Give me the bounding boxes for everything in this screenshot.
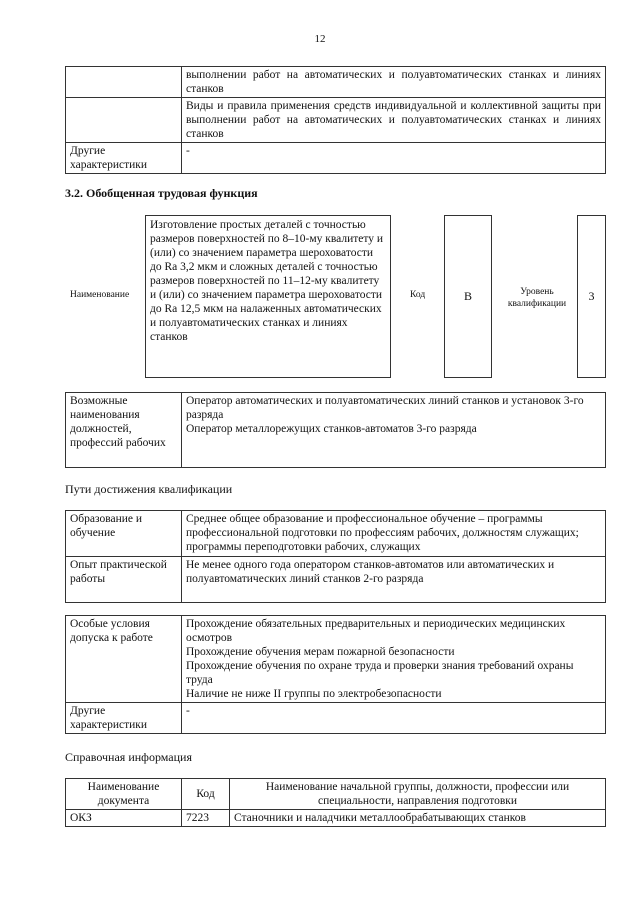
column-header: Наименование документа [66, 779, 182, 810]
table-row [66, 143, 606, 174]
positions-table [65, 392, 606, 468]
page-number: 12 [314, 33, 326, 45]
positions-label: Возможные наименования должностей, профессий рабочих [66, 393, 182, 468]
table-row [66, 703, 606, 734]
conditions-label: Особые условия допуска к работе [66, 616, 182, 703]
conditions-table [65, 615, 606, 734]
table-cell: Станочники и наладчики металлообрабатывающих станков [230, 810, 606, 827]
table-cell-label: Опыт практической работы [66, 557, 182, 603]
function-name: Изготовление простых деталей с точностью размеров поверхностей по 8–10-му квалитету и (или) со значением параметра шероховатости до Ra 3,2 мкм и сложных деталей с точностью размеров поверхностей по 11–12-му квалитету и (или) со значением параметра шероховатости до Ra 12,5 мкм на налаженных автоматических и полуавтоматических станках и линиях станков [145, 215, 391, 378]
table-row [66, 67, 606, 98]
table-cell-text: - [182, 143, 606, 174]
qualification-level-label: Уровень квалификации [507, 287, 567, 309]
table-cell-text: выполнении работ на автоматических и полуавтоматических станках и линиях станков [182, 67, 606, 98]
code-label: Код [410, 290, 426, 300]
list-item: Прохождение обучения мерам пожарной безопасности [186, 646, 455, 658]
table-header-row [66, 779, 606, 810]
table-cell-label [66, 67, 182, 98]
table-cell-label: Другие характеристики [66, 703, 182, 734]
column-header: Код [182, 779, 230, 810]
list-item: Наличие не ниже II группы по электробезопасности [186, 688, 442, 700]
table-row [66, 98, 606, 143]
paths-table [65, 510, 606, 603]
table-row [66, 557, 606, 603]
list-item: Оператор автоматических и полуавтоматических линий станков и установок 3-го разряда [186, 395, 584, 421]
table-cell-text: - [182, 703, 606, 734]
conditions-list [182, 616, 606, 703]
table-cell-text: Не менее одного года оператором станков-автоматов или автоматических и полуавтоматических линий станков 2-го разряда [182, 557, 606, 603]
section-title: 3.2. Обобщенная трудовая функция [65, 186, 258, 200]
name-label: Наименование [70, 290, 130, 300]
table-cell-label [66, 98, 182, 143]
list-item: Прохождение обучения по охране труда и проверки знания требований охраны труда [186, 660, 574, 686]
table-row [66, 810, 606, 827]
column-header: Наименование начальной группы, должности, профессии или специальности, направления подготовки [230, 779, 606, 810]
list-item: Прохождение обязательных предварительных и периодических медицинских осмотров [186, 618, 566, 644]
table-cell: 7223 [182, 810, 230, 827]
table-cell-label: Другие характеристики [66, 143, 182, 174]
function-code: B [444, 215, 492, 378]
table-cell-text: Виды и правила применения средств индивидуальной и коллективной защиты при выполнении работ на автоматических и полуавтоматических станках и линиях станков [182, 98, 606, 143]
positions-list [182, 393, 606, 468]
table-cell-text: Среднее общее образование и профессиональное обучение – программы профессиональной подготовки по профессиям рабочих, должностям служащих; программы переподготовки рабочих, служащих [182, 511, 606, 557]
table-row [66, 393, 606, 468]
reference-table [65, 778, 606, 827]
qualification-level: 3 [577, 215, 606, 378]
table-row [66, 616, 606, 703]
table-cell-label: Образование и обучение [66, 511, 182, 557]
list-item: Оператор металлорежущих станков-автоматов 3-го разряда [186, 423, 477, 435]
table-row [66, 511, 606, 557]
top-table [65, 66, 606, 174]
reference-heading: Справочная информация [65, 750, 192, 764]
table-cell: ОКЗ [66, 810, 182, 827]
paths-heading: Пути достижения квалификации [65, 482, 233, 496]
